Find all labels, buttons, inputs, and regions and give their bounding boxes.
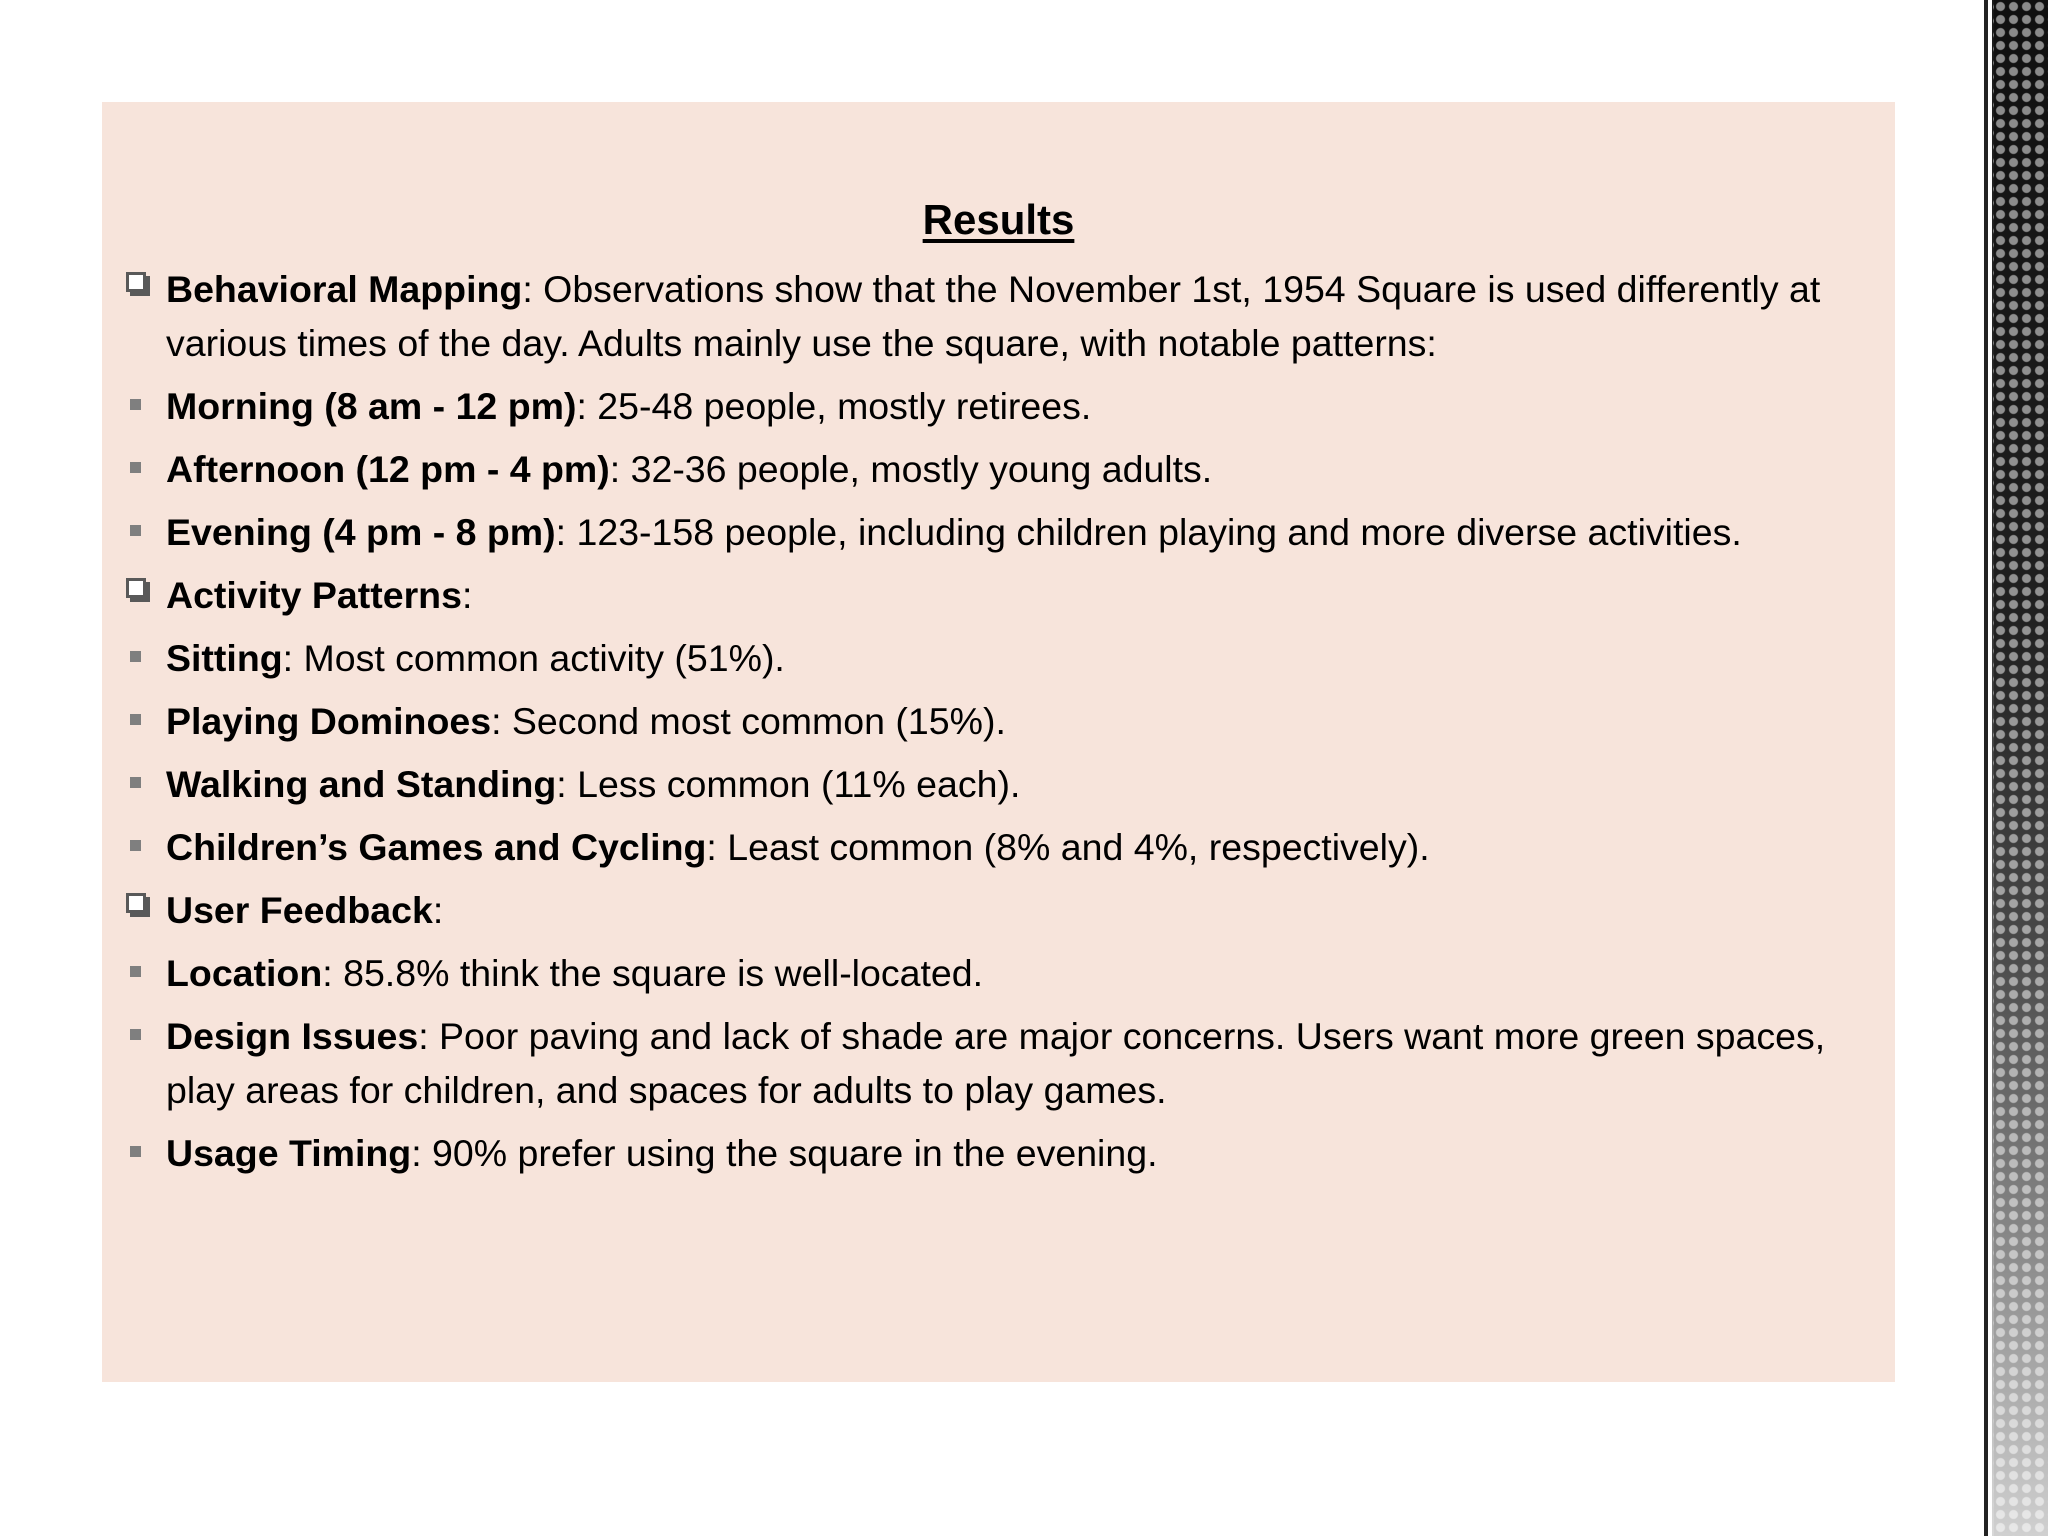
checkbox-bullet-icon [126, 272, 146, 292]
list-item [126, 820, 1866, 874]
list-item-heading: User Feedback [166, 889, 433, 931]
square-bullet-icon [130, 840, 141, 851]
list-item [126, 946, 1866, 1000]
results-list [126, 262, 1866, 1189]
list-item-heading: Design Issues [166, 1015, 419, 1057]
list-item-body: : [432, 889, 444, 931]
list-item-body: : Poor paving and lack of shade are major concerns. Users want more green spaces, play areas for children, and spaces for adults to play games. [166, 1015, 1826, 1111]
decorative-edge-strip [1980, 0, 2048, 1536]
checkbox-bullet-icon [126, 893, 146, 913]
list-item [126, 757, 1866, 811]
list-item-body: : Observations show that the November 1st, 1954 Square is used differently at various times of the day. Adults mainly use the square, with notable patterns: [166, 268, 1821, 364]
list-item-text [166, 694, 1866, 748]
list-item-body: : Most common activity (51%). [282, 637, 785, 679]
square-bullet-icon [130, 462, 141, 473]
list-item [126, 262, 1866, 370]
square-bullet-icon [130, 1029, 141, 1040]
list-item-heading: Evening (4 pm - 8 pm) [166, 511, 556, 553]
list-item-body: : 32-36 people, mostly young adults. [609, 448, 1213, 490]
list-item-heading: Usage Timing [166, 1132, 412, 1174]
list-item-text [166, 1126, 1866, 1180]
square-bullet-icon [130, 525, 141, 536]
list-item-text [166, 568, 1866, 622]
list-item-text [166, 820, 1866, 874]
list-item-heading: Sitting [166, 637, 283, 679]
list-item [126, 568, 1866, 622]
square-bullet-icon [130, 399, 141, 410]
list-item-heading: Afternoon (12 pm - 4 pm) [166, 448, 610, 490]
list-item-text [166, 505, 1866, 559]
list-item [126, 442, 1866, 496]
list-item-text [166, 946, 1866, 1000]
list-item-body: : 123-158 people, including children playing and more diverse activities. [555, 511, 1742, 553]
list-item-body: : 85.8% think the square is well-located. [322, 952, 984, 994]
square-bullet-icon [130, 966, 141, 977]
list-item-body: : 25-48 people, mostly retirees. [576, 385, 1092, 427]
list-item-heading: Children’s Games and Cycling [166, 826, 707, 868]
square-bullet-icon [130, 777, 141, 788]
list-item-text [166, 757, 1866, 811]
list-item-text [166, 1009, 1866, 1117]
checkbox-bullet-icon [126, 578, 146, 598]
dot-pattern [1994, 0, 2048, 1536]
list-item-text [166, 262, 1866, 370]
list-item [126, 631, 1866, 685]
list-item-body: : Less common (11% each). [556, 763, 1021, 805]
list-item-heading: Walking and Standing [166, 763, 557, 805]
list-item-body: : Second most common (15%). [491, 700, 1006, 742]
list-item [126, 1126, 1866, 1180]
page-title: Results [922, 196, 1075, 243]
list-item [126, 883, 1866, 937]
list-item-text [166, 442, 1866, 496]
list-item-body: : 90% prefer using the square in the evening. [411, 1132, 1158, 1174]
list-item-heading: Behavioral Mapping [166, 268, 523, 310]
results-content-box [102, 102, 1895, 1382]
list-item-body: : [461, 574, 473, 616]
list-item-heading: Morning (8 am - 12 pm) [166, 385, 577, 427]
list-item-heading: Playing Dominoes [166, 700, 492, 742]
square-bullet-icon [130, 1146, 141, 1157]
list-item-heading: Activity Patterns [166, 574, 462, 616]
list-item-text [166, 631, 1866, 685]
list-item-text [166, 379, 1866, 433]
list-item [126, 505, 1866, 559]
list-item [126, 694, 1866, 748]
list-item-body: : Least common (8% and 4%, respectively). [706, 826, 1430, 868]
list-item [126, 379, 1866, 433]
list-item-heading: Location [166, 952, 323, 994]
square-bullet-icon [130, 651, 141, 662]
list-item [126, 1009, 1866, 1117]
list-item-text [166, 883, 1866, 937]
square-bullet-icon [130, 714, 141, 725]
